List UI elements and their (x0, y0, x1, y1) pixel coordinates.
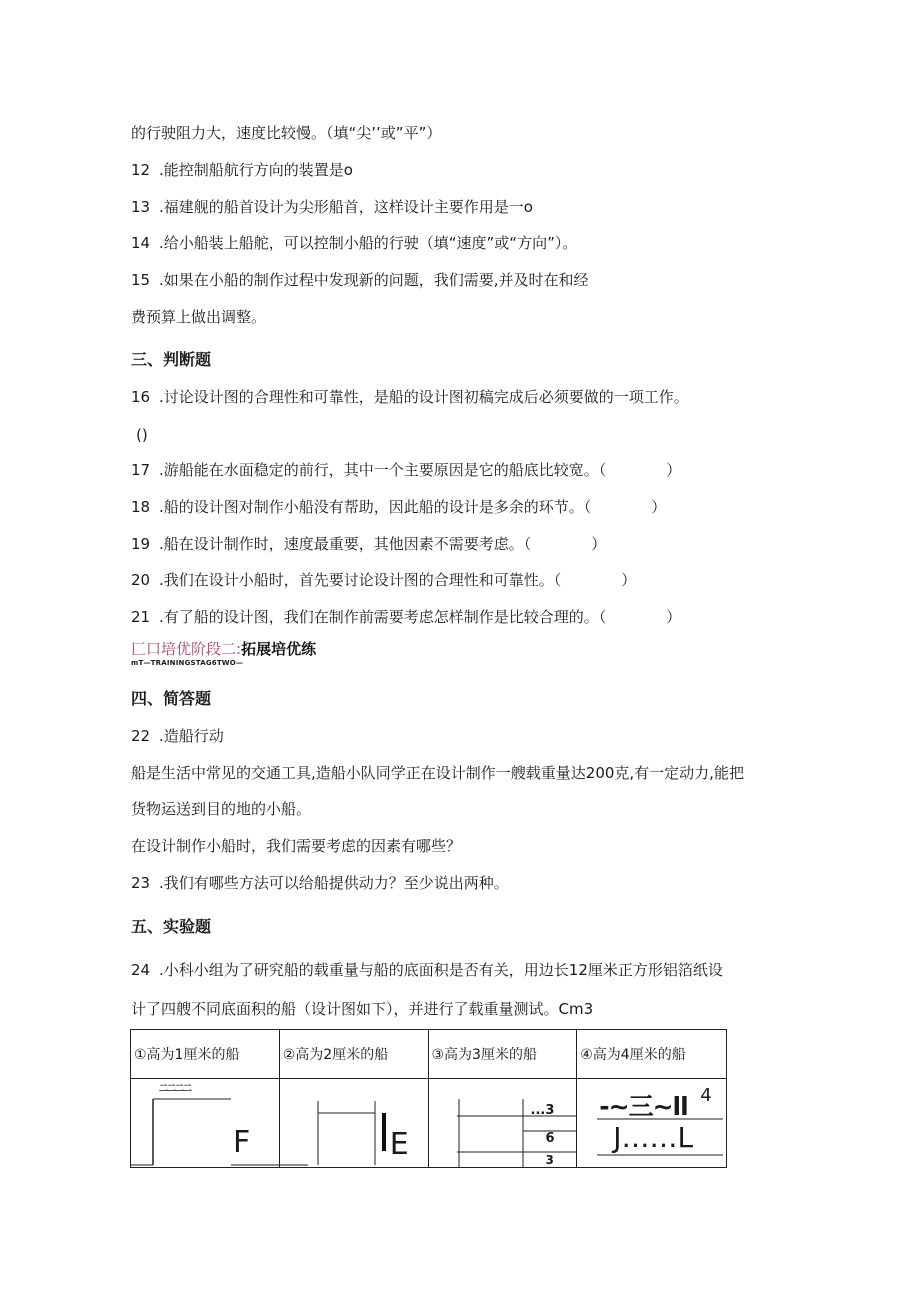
section-heading-4: 四、简答题 (131, 689, 212, 708)
table-header-row (131, 1030, 727, 1079)
boat-design-table (130, 1029, 727, 1168)
boat-figure-4 (577, 1079, 727, 1168)
stage-banner-prefix: 匚口培优阶段二: (131, 640, 242, 658)
question-number: 14 (131, 234, 151, 252)
question-text: .船在设计制作时，速度最重要，其他因素不需要考虑。（ ） (159, 535, 607, 553)
figure-superscript: 4 (700, 1085, 712, 1106)
question-text: .如果在小船的制作过程中发现新的问题，我们需要,并及时在和经 (159, 271, 589, 289)
boat-figure-2 (279, 1079, 428, 1168)
boat-1-outline (131, 1079, 279, 1167)
question-number: 12 (131, 161, 151, 179)
question-number: 18 (131, 498, 151, 516)
section-heading-5: 五、实验题 (131, 917, 212, 936)
question-15 (131, 270, 589, 290)
question-14 (131, 233, 577, 253)
boat-figure-3 (428, 1079, 577, 1168)
figure-bottom-mark: J……L (613, 1121, 694, 1154)
question-number: 19 (131, 535, 151, 553)
figure-letter: F (233, 1125, 251, 1160)
question-text: .我们在设计小船时，首先要讨论设计图的合理性和可靠性。（ ） (159, 571, 637, 589)
figure-number: ...3 (530, 1103, 555, 1118)
stage-banner-subtitle: mT—TRAININGSTAG6TWO— (131, 659, 244, 667)
question-number: 15 (131, 271, 151, 289)
question-text: .我们有哪些方法可以给船提供动力？至少说出两种。 (159, 874, 509, 892)
question-number: 16 (131, 388, 151, 406)
question-22 (131, 726, 224, 746)
question-text: .有了船的设计图，我们在制作前需要考虑怎样制作是比较合理的。（ ） (159, 608, 682, 626)
figure-letter: E (389, 1127, 409, 1162)
question-text: .能控制船航行方向的装置是o (159, 161, 353, 179)
stage-banner (131, 638, 316, 659)
question-12 (131, 160, 353, 180)
table-header-cell: ②高为2厘米的船 (279, 1030, 428, 1079)
boat-figure-1 (131, 1079, 280, 1168)
question-text: .讨论设计图的合理性和可靠性，是船的设计图初稿完成后必须要做的一项工作。 (159, 388, 689, 406)
boat-3-grid (429, 1079, 577, 1167)
section-heading-3: 三、判断题 (131, 350, 212, 369)
question-number: 17 (131, 461, 151, 479)
question-number: 24 (131, 961, 151, 979)
paragraph-line-2: 货物运送到目的地的小船。 (131, 800, 312, 818)
question-number: 21 (131, 608, 151, 626)
question-23 (131, 873, 509, 893)
question-number: 23 (131, 874, 151, 892)
table-header-cell: ①高为1厘米的船 (131, 1030, 280, 1079)
question-number: 13 (131, 198, 151, 216)
question-number: 22 (131, 727, 151, 745)
table-figure-row (131, 1079, 727, 1168)
question-text: .福建舰的船首设计为尖形船首，这样设计主要作用是一o (159, 198, 533, 216)
question-16 (131, 387, 689, 407)
question-19 (131, 534, 606, 554)
figure-number: 3 (545, 1153, 554, 1167)
question-text: .小科小组为了研究船的载重量与船的底面积是否有关，用边长12厘米正方形铝箔纸设 (159, 961, 723, 979)
figure-top-mark: -~三~ll (599, 1092, 688, 1121)
figure-number: 6 (545, 1131, 555, 1146)
question-21 (131, 607, 681, 627)
question-text: .船的设计图对制作小船没有帮助，因此船的设计是多余的环节。（ ） (159, 498, 667, 516)
question-text: .游船能在水面稳定的前行，其中一个主要原因是它的船底比较宽。（ ） (159, 461, 682, 479)
question-16-answer: () (136, 426, 148, 444)
paragraph-line-1: 船是生活中常见的交通工具,造船小队同学正在设计制作一艘载重量达200克,有一定动力,能把 (131, 764, 744, 782)
stage-banner-title: 拓展培优练 (241, 640, 317, 658)
table-header-cell: ③高为3厘米的船 (428, 1030, 577, 1079)
figure-dash-mark: 二二二二 (159, 1084, 192, 1094)
question-20 (131, 570, 636, 590)
question-24 (131, 960, 723, 980)
paragraph-line-3: 在设计制作小船时，我们需要考虑的因素有哪些？ (131, 837, 462, 855)
line-l1: 的行驶阻力大，速度比较慢。（填“尖’’或”平”） (131, 124, 442, 142)
question-17 (131, 460, 681, 480)
question-text: .给小船装上船舵，可以控制小船的行驶（填“速度”或“方向”）。 (159, 234, 578, 252)
question-13 (131, 197, 533, 217)
table-header-cell: ④高为4厘米的船 (577, 1030, 727, 1079)
question-text: .造船行动 (159, 727, 224, 745)
question-18 (131, 497, 666, 517)
question-number: 20 (131, 571, 151, 589)
question-15-cont: 费预算上做出调整。 (131, 308, 267, 326)
question-24-cont: 计了四艘不同底面积的船（设计图如下），并进行了载重量测试。Cm3 (131, 1000, 594, 1018)
